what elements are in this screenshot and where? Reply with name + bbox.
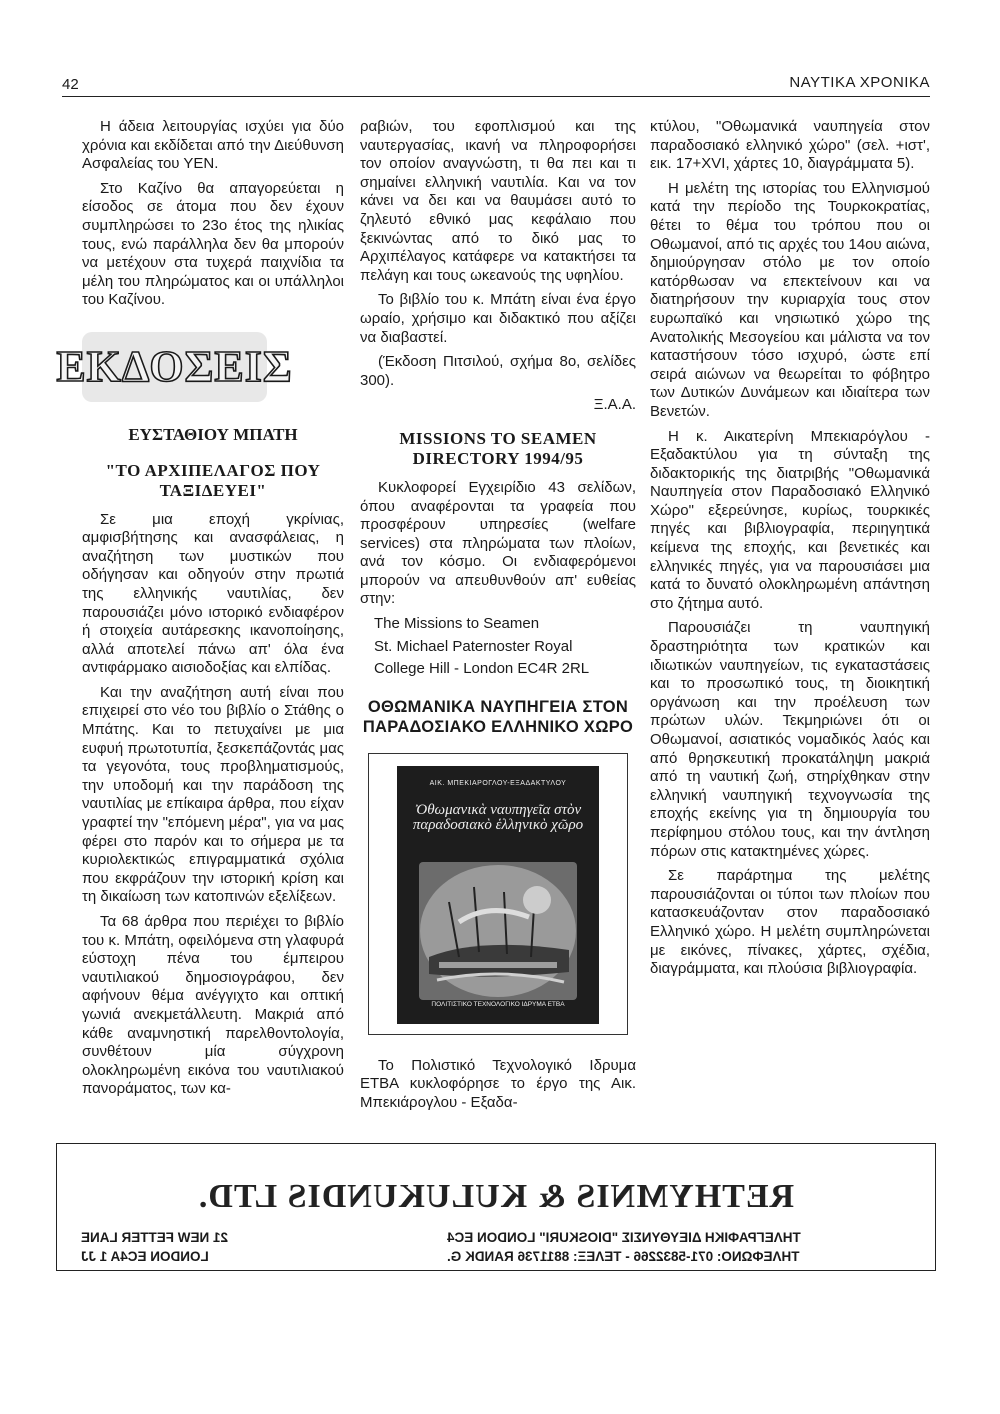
article-paragraph: Παρουσιάζει τη ναυπηγική δραστηριότητα των κρατικών και ιδιωτικών ναυπηγείων, τις εγκαταστάσεις και το προσωπικό τους, τη διοικητική οργάνωση και την προέλευση των πρώτων υλών. Τεκμηριώνει ότι οι Οθωμανοί, ασιατικός νομαδικός λαός και από θρησκευτική προκατάληψη μακριά από τη ναυτική ζωή, στηρίχθηκαν στην ελληνική ναυπηγική τεχνογνωσία της εποχής εκείνης για τη δημιουργία του περίφημου στόλου τους, και την άντληση πόρων στις κατακτημένες χώρες.: [650, 619, 930, 860]
author-signature: Ξ.Α.Α.: [593, 396, 636, 414]
address-line: College Hill - London EC4R 2RL: [374, 660, 590, 678]
article-paragraph: Η κ. Αικατερίνη Μπεκιαρόγλου - Εξαδακτύλου για τη σύνταξη της διδακτορικής της διατριβής "Οθωμανικά Ναυπηγεία στον Παραδοσιακό Ελληνικό Χώρο" εξερεύνησε, κυρίως, τουρκικές πηγές και βιβλιογραφία, περιηγητικά κείμενα της εποχής, και βενετικές και ελληνικές πηγές, για να παρουσιάσει μια κατά το δυνατό ολοκληρωμένη απάντηση στο ζήτημα αυτό.: [650, 427, 930, 612]
article-paragraph: Το Πολιστικό Τεχνολογικό Ιδρυμα ΕΤΒΑ κυκλοφόρησε το έργο της Αικ. Μπεκιάρογλου - Εξαδα-: [360, 1056, 636, 1112]
article-author: ΕΥΣΤΑΘΙΟΥ ΜΠΑΤΗ: [128, 424, 298, 444]
ad-company-name: RETHYMNIS & KULUKUNDIS LTD.: [197, 1178, 795, 1215]
article-paragraph: Τα 68 άρθρα που περιέχει το βιβλίο του κ. Μπάτη, οφειλόμενα στη γλαφυρά εύστοχη πένα του έμπειρου ναυτιλιακού δημοσιογράφου, δεν αφήνουν θέμα ανέγγιχτο και οπτική γωνιά ανεκμετάλλευτη. Μακριά από κάθε αναμνηστική παρελθοντολογία, συνθέτουν μία σύγχρονη ολοκληρωμένη εικόνα του ναυτιλιακού πανοράματος, των κα-: [82, 913, 344, 1098]
article-title: "ΤΟ ΑΡΧΙΠΕΛΑΓΟΣ ΠΟΥ ΤΑΞΙΔΕΥΕΙ": [105, 460, 321, 500]
address-line: The Missions to Seamen: [374, 615, 540, 633]
article-paragraph: Η μελέτη της ιστορίας του Ελληνισμού κατά την περίοδο της Τουρκοκρατίας, θέτει το θέμα του τρόπου που οι Οθωμανοί, από τις αρχές του 14ου αιώνα, δημιούργησαν στόλο με τον οποίο κατόρθωσαν να επεκτείνουν και να διατηρήσουν την κυριαρχία τους στον ευρωπαϊκό και νησιωτικό χώρο της Ανατολικής Μεσογείου και μάλιστα να τον καταστήσουν τόσο ισχυρό, ώστε επί σειρά αιώνων να θεωρείται το φόβητρο των Δυτικών Δυνάμεων και ιδιαίτερα των Βενετών.: [650, 179, 930, 420]
ad-contact-line: ΤΗΛΕΓΡΑΦΙΚΗ ΔΙΕΥΘΥΝΣΙΣ "DIOSKURI" LONDON EC4: [447, 1230, 801, 1245]
missions-title: MISSIONS TO SEAMEN DIRECTORY 1994/95: [399, 428, 597, 468]
ad-address: [81, 1228, 311, 1266]
magazine-title: ΝΑΥΤΙΚΑ ΧΡΟΝΙΚΑ: [789, 74, 930, 91]
ad-contact-line: ΤΗΛΕΦΩΝΟ: 071-5832266 - ΤΕΛΕΞ: 8811736 RANDK G.: [447, 1249, 800, 1264]
ad-contact: [447, 1228, 927, 1266]
ship-illustration: [419, 862, 577, 1000]
article-paragraph: Το βιβλίο του κ. Μπάτη είναι ένα έργο ωραίο, χρήσιμο και διδακτικό που αξίζει να διαβαστεί.: [360, 291, 636, 346]
page-header: [62, 68, 930, 97]
column-1: [56, 118, 344, 1105]
casino-paragraph: Στο Καζίνο θα απαγορεύεται η είσοδος σε άτομα που δεν έχουν συμπληρώσει το 23ο έτος της ηλικίας τους, ενώ παράλληλα δεν θα μπορούν να μετέχουν στα τυχερά παιχνίδια τα μέλη του πληρώματος και οι υπάλληλοι του Καζίνου.: [82, 179, 344, 309]
address-line: St. Michael Paternoster Royal: [374, 637, 573, 655]
article-paragraph: κτύλου, "Οθωμανικά ναυπηγεία στον παραδοσιακό ελληνικό χώρο" (σελ. +ιστ', εικ. 17+XVI, χάρτες 10, διαγράμματα 5).: [650, 118, 930, 173]
casino-paragraph: Η άδεια λειτουργίας ισχύει για δύο χρόνια και εκδίδεται από την Διεύθυνση Ασφαλείας του ΥΕΝ.: [82, 118, 344, 173]
section-title: ΕΚΔΟΣΕΙΣ: [56, 341, 293, 391]
book-cover-frame: [368, 753, 628, 1035]
ad-address-line: LONDON EC4A 1 JJ: [81, 1249, 209, 1264]
article-paragraph: Σε μια εποχή γκρίνιας, αμφισβήτησης και ανασφάλειας, η αναζήτηση των μυστικών που οδήγησαν και οδηγούν στην πρωτιά της ελληνικής ναυτιλίας, δεν παρουσιάζει μόνο ιστορικό ενδιαφέρον ή στοιχεία αυτάρεσκης ικανοποίησης, αλλά αποτελεί πάνω απ' όλα ένα αντιφάρμακο αισιοδοξίας και ελπίδας.: [82, 510, 344, 677]
ad-address-line: 21 NEW FETTER LANE: [81, 1230, 229, 1245]
cover-author: ΑΙΚ. ΜΠΕΚΙΑΡΟΓΛΟΥ-ΕΞΑΔΑΚΤΥΛΟΥ: [429, 779, 567, 787]
cover-title: Ὀθωμανικὰ ναυπηγεῖα στὸν παραδοσιακὸ ἑλληνικὸ χῶρο: [412, 802, 584, 834]
section-heading-box: [56, 332, 293, 402]
cover-publisher: ΠΟΛΙΤΙΣΤΙΚΟ ΤΕΧΝΟΛΟΓΙΚΟ ΙΔΡΥΜΑ ΕΤΒΑ: [431, 1001, 565, 1009]
missions-paragraph: Κυκλοφορεί Εγχειρίδιο 43 σελίδων, όπου αναφέρονται τα γραφεία που προσφέρουν υπηρεσίες (welfare services) στα πληρώματα των πλοίων, ανά τον κόσμο. Οι ενδιαφερόμενοι μπορούν να απευθυνθούν απ' ευθείας στην:: [360, 478, 636, 608]
article-paragraph: Και την αναζήτηση αυτή είναι που επιχειρεί στο νέο του βιβλίο ο Στάθης ο Μπάτης. Και το πετυχαίνει με μια ευφυή πρωτοτυπία, ξεσκεπάζοντάς μας τα γεγονότα, τους προβληματισμούς, την υποδομή και την παράδοση της ναυτιλίας με επίκαιρα άρθρα, που είχαν γραφτεί την "επόμενη μέρα", για να μας φέρει στο παρόν και το σήμερα με τα κυριολεκτικώς επιγραμματικά σχόλια που εκφράζουν την ιστορική κρίση και τη δικαίωση των κατοπινών εξελίξεων.: [82, 683, 344, 906]
page-number: 42: [62, 76, 79, 93]
ottoman-shipyards-title: ΟΘΩΜΑΝΙΚΑ ΝΑΥΠΗΓΕΙΑ ΣΤΟΝ ΠΑΡΑΔΟΣΙΑΚΟ ΕΛΛΗΝΙΚΟ ΧΩΡΟ: [362, 697, 634, 736]
article-paragraph: ραβιών, του εφοπλισμού και της ναυτεργασίας, ικανή να πληροφορήσει τον οποίον αναγνώστη, τι θα πει και τι σημαίνει ελληνική ναυτιλία. Και να τον κάνει να δει και να θαυμάσει αυτό το ζηλευτό εθνικό μας κεφάλαιο που ξεκινώντας από το δικό μας το Αρχιπέλαγος κατάφερε να κατακτήσει τα πελάγη και τους ωκεανούς της υφηλίου.: [360, 118, 636, 284]
column-3: [650, 118, 930, 985]
book-cover-image: [397, 766, 599, 1024]
publication-info: (Έκδοση Πιτσιλού, σχήμα 8ο, σελίδες 300).: [360, 353, 636, 389]
column-2: [360, 118, 636, 1119]
article-paragraph: Σε παράρτημα της μελέτης παρουσιάζονται οι τύποι των πλοίων που κατασκευάζονταν στον παραδοσιακό Ελληνικό χώρο. Η μελέτη συμπληρώνεται με εικόνες, πίνακες, χάρτες, σχέδια, διαγράμματα, και πλούσια βιβλιογραφία.: [650, 867, 930, 978]
advertisement-box: [56, 1143, 936, 1271]
